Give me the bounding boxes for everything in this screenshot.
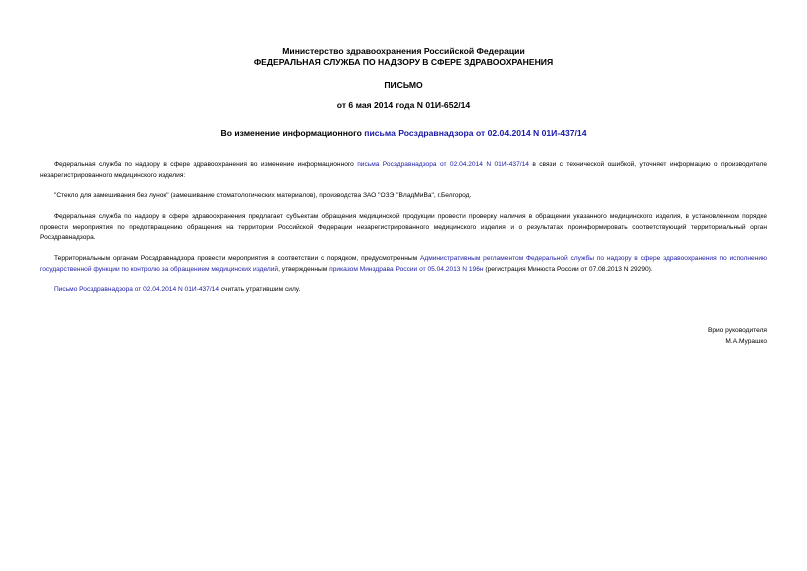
signatory-position: Врио руководителя	[707, 327, 767, 334]
document-subject	[40, 128, 767, 139]
subject-prefix: Во изменение информационного	[220, 128, 365, 138]
paragraph-2: "Стекло для замешивания без лунок" (замешивание стоматологических материалов), производства ЗАО "ОЗЭ "ВладМиВа", г.Белгород.	[54, 192, 472, 199]
admin-regulation-link[interactable]: Административным регламентом Федеральной службы по надзору в сфере здравоохранения по исполнению государственной функции по контролю за обращением медицинских изделий	[40, 255, 767, 273]
subject-letter-link[interactable]: письма Росздравнадзора от 02.04.2014 N 01И-437/14	[364, 128, 587, 138]
ministry-title: Министерство здравоохранения Российской Федерации	[282, 46, 525, 56]
paragraph-3: Федеральная служба по надзору в сфере здравоохранения предлагает субъектам обращения медицинской продукции провести проверку наличия в обращении указанного медицинского изделия, в установленном порядке провести мероприятия по предотвращению обращения на территории Российской Федерации незарегистрированного медицинского изделия и о результатах проинформировать соответствующий территориальный орган Росздравнадзора.	[40, 213, 767, 241]
signatory-name: М.А.Мурашко	[725, 338, 767, 345]
paragraph-4-text-end: (регистрация Минюста России от 07.08.2013 N 29290).	[483, 265, 653, 273]
paragraph-4-text-middle: , утвержденным	[278, 265, 330, 273]
paragraph-5	[40, 285, 767, 296]
document-type: ПИСЬМО	[384, 80, 423, 90]
paragraph-5-text: считать утратившим силу.	[219, 286, 301, 293]
paragraph-1-text-end: в связи с технической ошибкой, уточняет информацию о производителе незарегистрированного медицинского изделия:	[40, 161, 767, 179]
paragraph-4	[40, 254, 767, 275]
paragraph-4-text-start: Территориальным органам Росздравнадзора провести мероприятия в соответствии с порядком, предусмотренным	[54, 255, 420, 262]
paragraph-1-text-start: Федеральная служба по надзору в сфере здравоохранения во изменение информационного	[54, 161, 358, 168]
service-title: ФЕДЕРАЛЬНАЯ СЛУЖБА ПО НАДЗОРУ В СФЕРЕ ЗДРАВООХРАНЕНИЯ	[253, 57, 554, 67]
order-link[interactable]: приказом Минздрава России от 05.04.2013 N 196н	[329, 265, 484, 273]
paragraph-5-letter-link[interactable]: Письмо Росздравнадзора от 02.04.2014 N 01И-437/14	[54, 286, 219, 293]
paragraph-1-letter-link[interactable]: письма Росздравнадзора от 02.04.2014 N 01И-437/14	[357, 161, 529, 168]
paragraph-1	[40, 160, 767, 181]
document-date-number: от 6 мая 2014 года N 01И-652/14	[336, 100, 471, 110]
